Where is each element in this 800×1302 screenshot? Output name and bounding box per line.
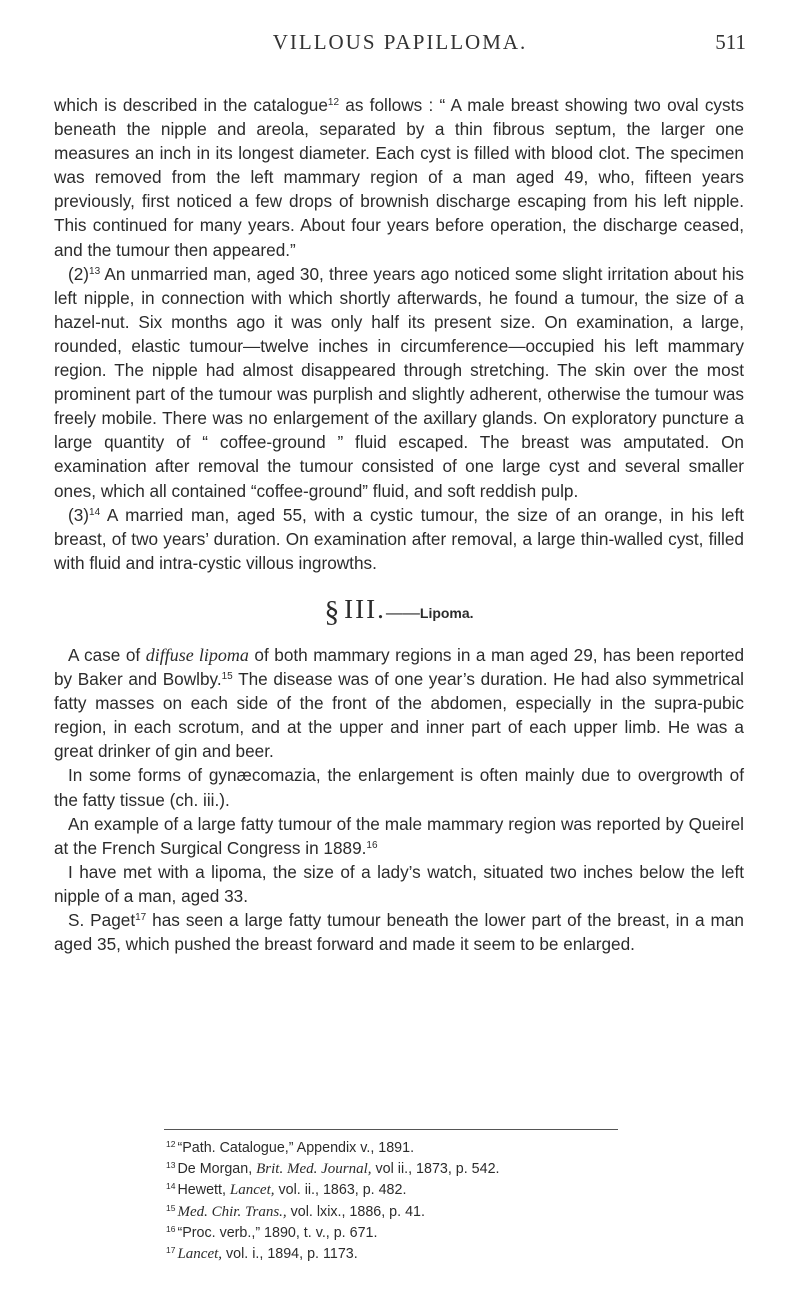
section-number: III.: [344, 593, 386, 624]
footnote-13: $^{13}$ De Morgan, Brit. Med. Journal, vol ii., 1873, p. 542.: [166, 1160, 500, 1178]
footnote-divider: [164, 1129, 618, 1130]
footnote-16: $^{16}$ “Proc. verb.,” 1890, t. v., p. 671.: [166, 1223, 378, 1241]
footnote-ref-15: 15: [221, 671, 233, 683]
running-title: VILLOUS PAPILLOMA.: [272, 30, 528, 54]
paragraph-queirel: An example of a large fatty tumour of the male mammary region was reported by Queirel at the French Surgical Congress in 1889.16: [54, 813, 744, 858]
paragraph-case-1-continued: which is described in the catalogue$^{12}$ as follows : “ A male breast showing two oval cysts beneath the nipple and areola, separated by a thin fibrous septum, the larger one measures an inch in its longest diameter. Each cyst is filled with blood clot. The specimen was removed from the left mammary region of a man aged 49, who, fifteen years previously, first noticed a few drops of brownish discharge escaping from his left nipple. This continued for many years. About four years before operation, the discharge ceased, and the tumour then appeared.”: [54, 95, 744, 260]
footnote-17: $^{17}$ Lancet, vol. i., 1894, p. 1173.: [166, 1245, 358, 1263]
footnote-ref-16: 16: [366, 839, 378, 851]
body-text: [54, 93, 744, 956]
paragraph-ladys-watch: I have met with a lipoma, the size of a lady’s watch, situated two inches below the left nipple of a man, aged 33.: [54, 861, 744, 906]
footnote-15: $^{15}$ Med. Chir. Trans., vol. lxix., 1886, p. 41.: [166, 1202, 425, 1220]
page-header: [0, 26, 800, 66]
footnote-ref-17: 17: [135, 912, 147, 923]
footnote-12: $^{12}$ “Path. Catalogue,” Appendix v., 1891.: [166, 1139, 415, 1156]
footnote-ref-14: 14: [89, 506, 101, 518]
paragraph-diffuse-lipoma: A case of diffuse lipoma of both mammary regions in a man aged 29, has been reported by Baker and Bowlby.$^{15}$ The disease was of one year’s duration. He had also symmetrical fatty masses on each side of the front of the abdomen, especially in the supra-pubic region, in each scrotum, and at the upper and inner part of each upper limb. He was a great drinker of gin and beer.: [54, 644, 745, 762]
section-heading-lipoma: [54, 593, 744, 628]
footnote-14: $^{14}$ Hewett, Lancet, vol. ii., 1863, p. 482.: [166, 1181, 407, 1199]
page-number: 511: [715, 30, 746, 54]
paragraph-case-2: $(2)^{13}$ An unmarried man, aged 30, three years ago noticed some slight irritation about his left nipple, in connection with which shortly afterwards, he found a tumour, the size of a hazel-nut. Six months ago it was only half its present size. On examination, a large, rounded, elastic tumour—twelve inches in circumference—occupied his left mammary region. The nipple had almost disappeared through stretching. The skin over the most prominent part of the tumour was purplish and slightly adherent, otherwise the tumour was freely mobile. There was no enlargement of the axillary glands. On exploratory puncture a large quantity of “ coffee-ground ” fluid escaped. The breast was amputated. On examination after removal the tumour consisted of one large cyst and several smaller ones, which all contained “coffee-ground” fluid, and soft reddish pulp.: [54, 263, 744, 501]
footnotes: [166, 1138, 766, 1265]
section-title: Lipoma.: [419, 604, 474, 621]
paragraph-gynaecomazia: In some forms of gynæcomazia, the enlargement is often mainly due to overgrowth of the fatty tissue (ch. iii.).: [54, 765, 744, 810]
paragraph-paget: S. Paget$^{17}$ has seen a large fatty tumour beneath the lower part of the breast, in a man aged 35, which pushed the breast forward and made it seem to be enlarged.: [54, 910, 744, 955]
paragraph-case-3: $(3)^{14}$ A married man, aged 55, with a cystic tumour, the size of an orange, in his left breast, of two years’ duration. On examination after removal, a large thin-walled cyst, filled with fluid and intra-cystic villous ingrowths.: [54, 504, 744, 573]
footnote-ref-12: 12: [327, 97, 340, 108]
footnote-ref-13: 13: [89, 265, 101, 277]
section-sign: §: [324, 594, 340, 628]
section-dash: ——: [385, 602, 420, 622]
